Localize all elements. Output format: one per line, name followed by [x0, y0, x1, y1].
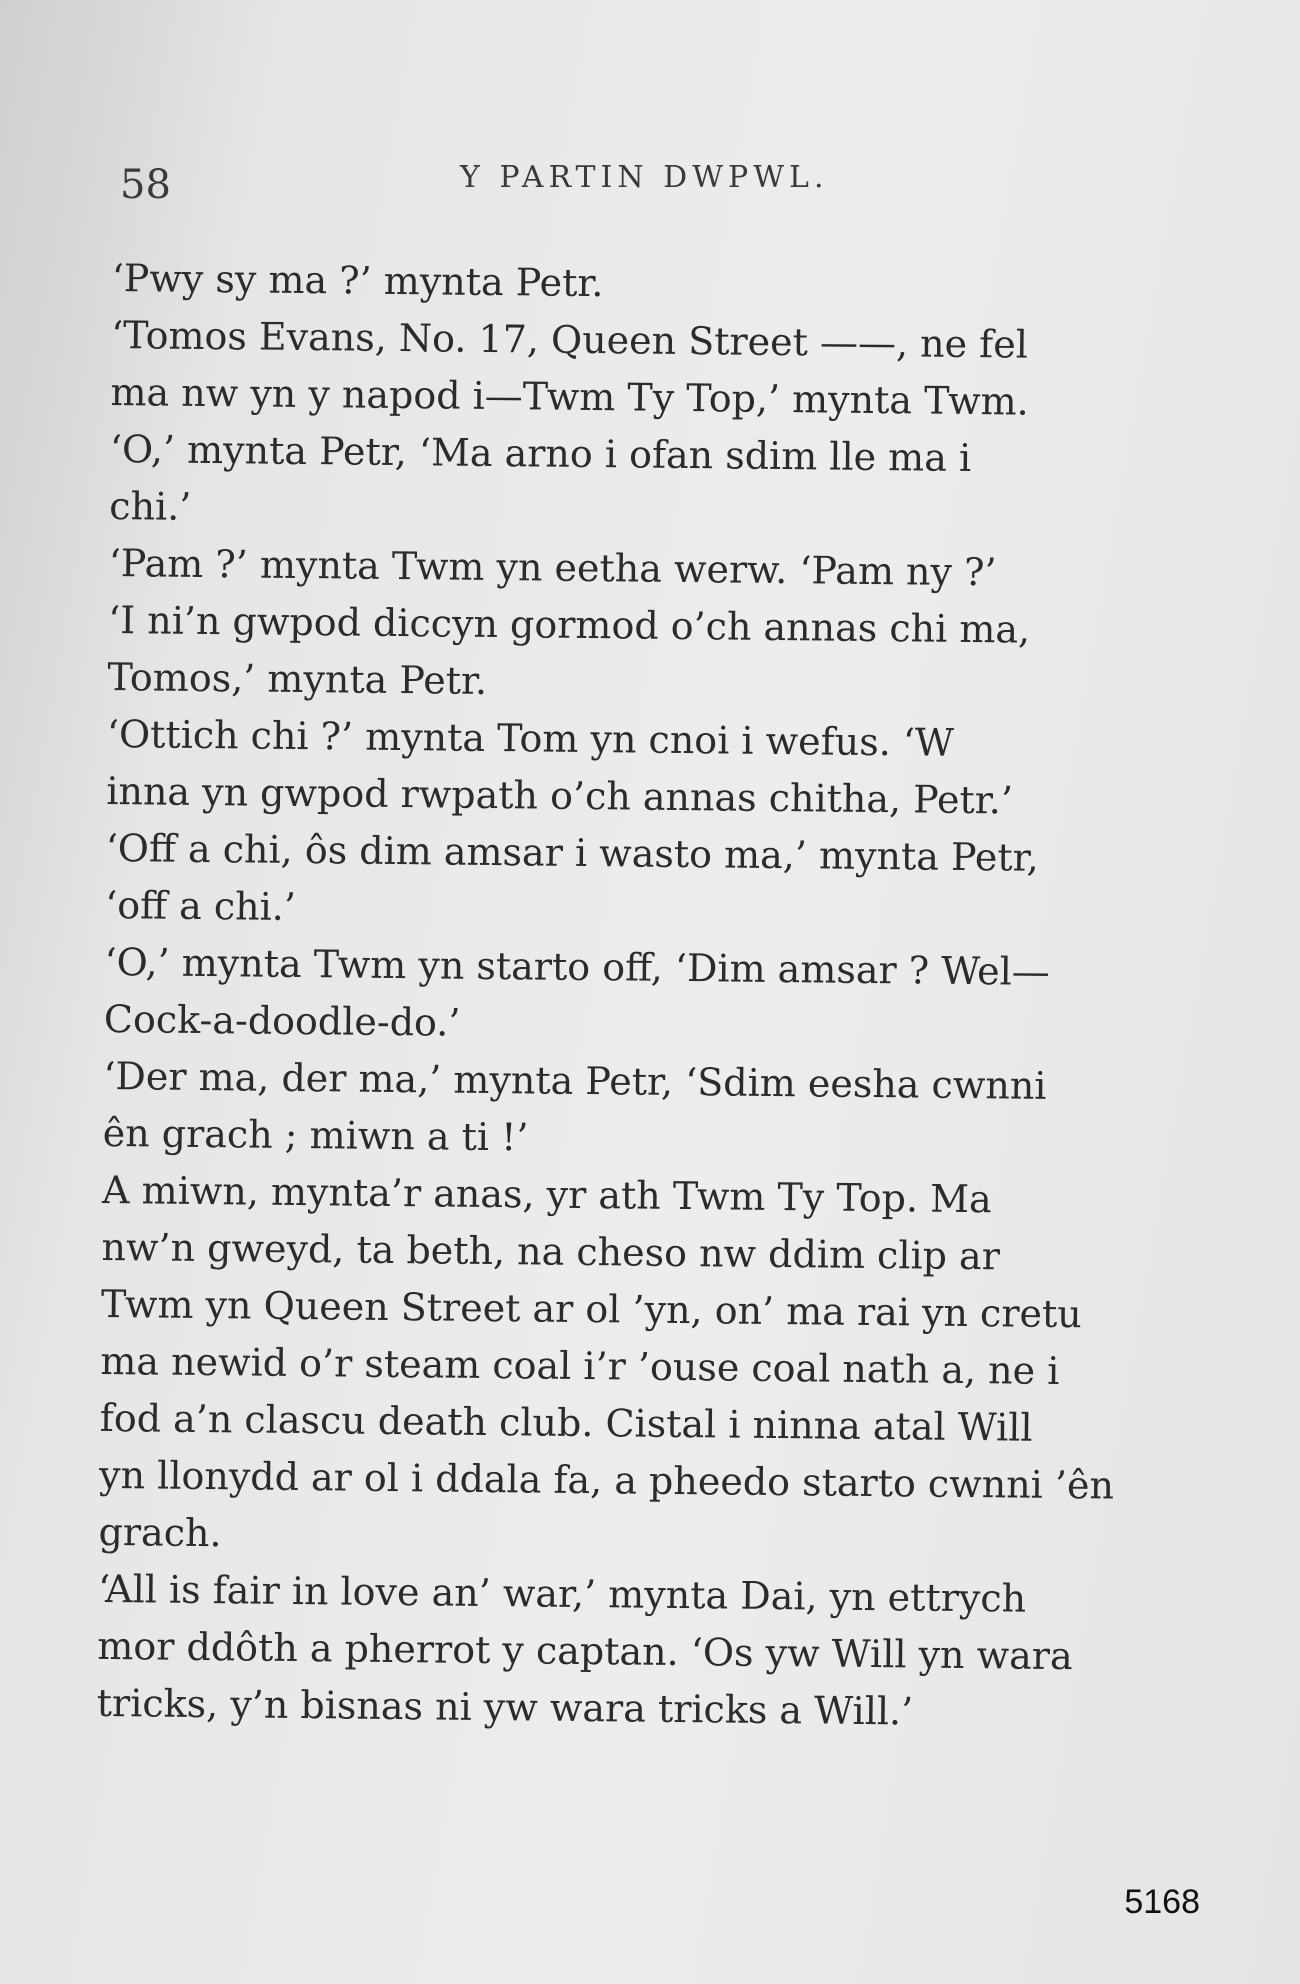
paragraph: ‘Off a chi, ôs dim amsar i wasto ma,’ mynta Petr, ‘off a chi.’	[104, 825, 1039, 929]
paragraph: ‘Pwy sy ma ?’ mynta Petr.	[111, 255, 604, 306]
body-text	[96, 250, 1191, 1743]
paragraph: ‘I ni’n gwpod diccyn gormod o’ch annas chi ma, Tomos,’ mynta Petr.	[107, 597, 1031, 703]
paragraph: ‘Der ma, der ma,’ mynta Petr, ‘Sdim eesha cwnni ên grach ; miwn a ti !’	[102, 1053, 1047, 1160]
paragraph: ‘Pam ?’ mynta Twm yn eetha werw. ‘Pam ny ?’	[108, 540, 997, 595]
paragraph: ‘All is fair in love an’ war,’ mynta Dai, yn ettrych mor ddôth a pherrot y captan. ‘Os yw Will yn wara tricks, y’n bisnas ni yw wara tricks a Will.’	[96, 1566, 1073, 1734]
paragraph: A miwn, mynta’r anas, yr ath Twm Ty Top. Ma nw’n gweyd, ta beth, na cheso nw ddim clip ar Twm yn Queen Street ar ol ’yn, on’ ma rai yn cretu ma newid o’r steam coal i’r ’ouse coal nath a, ne i fod a’n clascu death club. Cistal i ninna atal Will yn llonydd ar ol i ddala fa, a pheedo starto cwnni ’ên grach.	[98, 1167, 1115, 1556]
scan-number: 5168	[1124, 1883, 1200, 1921]
running-head: Y PARTIN DWPWL.	[460, 160, 829, 195]
paragraph: ‘O,’ mynta Petr, ‘Ma arno i ofan sdim lle ma i chi.’	[109, 426, 972, 529]
page-number: 58	[120, 162, 171, 208]
paragraph: ‘Ottich chi ?’ mynta Tom yn cnoi i wefus. ‘W inna yn gwpod rwpath o’ch annas chitha, Petr.’	[106, 711, 1014, 823]
paragraph: ‘O,’ mynta Twm yn starto off, ‘Dim amsar ? Wel— Cock-a-doodle-do.’	[103, 939, 1051, 1045]
paragraph: ‘Tomos Evans, No. 17, Queen Street ——, ne fel ma nw yn y napod i—Twm Ty Top,’ mynta Twm.	[110, 312, 1029, 424]
